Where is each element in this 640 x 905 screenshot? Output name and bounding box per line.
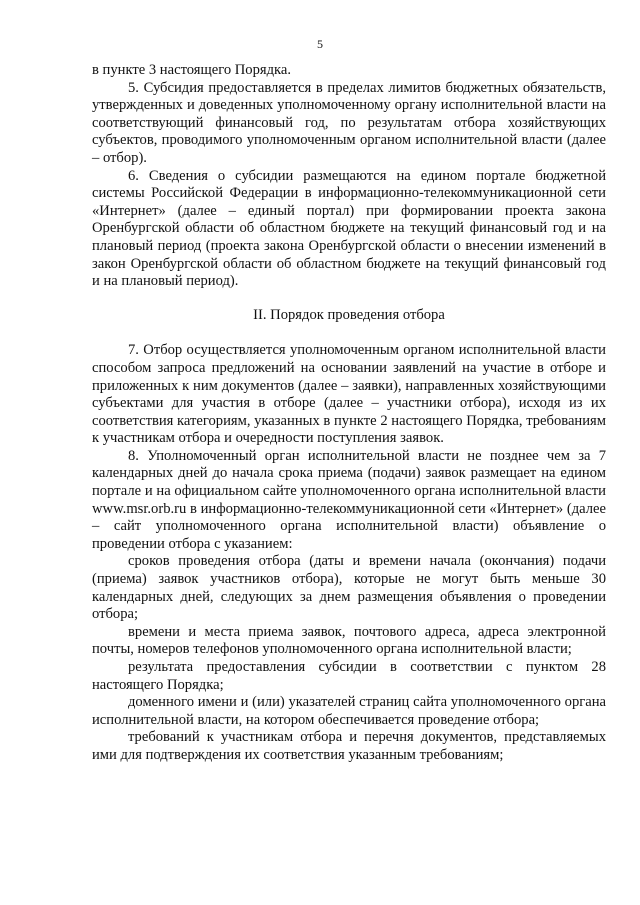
paragraph-continuation: в пункте 3 настоящего Порядка.: [92, 62, 292, 78]
section-title: II. Порядок проведения отбора: [253, 306, 445, 323]
paragraph-8: 8. Уполномоченный орган исполнительной власти не позднее чем за 7 календарных дней до начала срока приема (подачи) заявок размещает на едином портале и на официальном сайте уполномоченного органа исполнительной власти www.msr.orb.ru в информационно-телекоммуникационной сети «Интернет» (далее – сайт уполномоченного органа исполнительной власти) объявление о проведении отбора с указанием:: [92, 447, 606, 552]
paragraph-7: 7. Отбор осуществляется уполномоченным органом исполнительной власти способом запроса предложений на основании заявлений на участие в отборе и приложенных к ним документов (далее – заявки), направленных хозяйствующими субъектами для участия в отборе (далее – участники отбора), исходя из их соответствия категориям, указанных в пункте 2 настоящего Порядка, требованиям к участникам отбора и очередности поступления заявок.: [92, 342, 606, 447]
page-number: 5: [317, 37, 323, 51]
document-body: [92, 62, 606, 765]
list-item: доменного имени и (или) указателей страниц сайта уполномоченного органа исполнительной власти, на котором обеспечивается проведение отбора;: [92, 694, 606, 728]
paragraph-6: 6. Сведения о субсидии размещаются на едином портале бюджетной системы Российской Федерации в информационно-телекоммуникационной сети «Интернет» (далее – единый портал) при формировании проекта закона Оренбургской области об областном бюджете на текущий финансовый год и на плановый период (проекта закона Оренбургской области о внесении изменений в закон Оренбургской области об областном бюджете на текущий финансовый год и на плановый период).: [92, 167, 606, 290]
list-item: результата предоставления субсидии в соответствии с пунктом 28 настоящего Порядка;: [92, 659, 606, 693]
paragraph-5: 5. Субсидия предоставляется в пределах лимитов бюджетных обязательств, утвержденных и доведенных уполномоченному органу исполнительной власти на соответствующий финансовый год, по результатам отбора хозяйствующих субъектов, проводимого уполномоченным органом исполнительной власти (далее – отбор).: [92, 79, 606, 166]
list-item: сроков проведения отбора (даты и времени начала (окончания) подачи (приема) заявок участников отбора), которые не могут быть меньше 30 календарных дней, следующих за днем размещения объявления о проведении отбора;: [92, 553, 606, 623]
list-item: требований к участникам отбора и перечня документов, представляемых ими для подтверждения их соответствия указанным требованиям;: [92, 729, 606, 763]
list-item: времени и места приема заявок, почтового адреса, адреса электронной почты, номеров телефонов уполномоченного органа исполнительной власти;: [92, 623, 606, 658]
